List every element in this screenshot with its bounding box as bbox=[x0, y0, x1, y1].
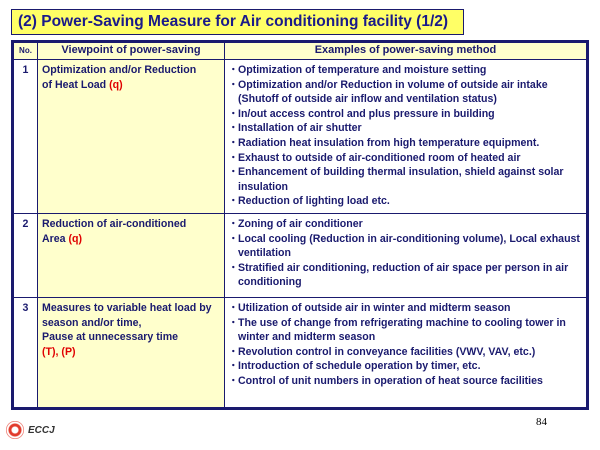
row-number: 3 bbox=[14, 298, 38, 408]
category-tag: (q) bbox=[109, 78, 123, 91]
list-item: ・ Zoning of air conditioner bbox=[228, 218, 363, 230]
viewpoint-cell bbox=[38, 60, 225, 214]
table-row bbox=[14, 298, 587, 408]
table-row bbox=[14, 214, 587, 298]
examples-cell bbox=[225, 214, 587, 298]
list-item: ・ Revolution control in conveyance facilities (VWV, VAV, etc.) bbox=[228, 345, 536, 358]
header-examples: Examples of power-saving method bbox=[225, 43, 587, 60]
header-no: No. bbox=[14, 43, 38, 60]
list-item: ・ Radiation heat insulation from high temperature equipment. bbox=[228, 136, 540, 149]
list-item: ・ Stratified air conditioning, reduction of air space per person in air conditioning bbox=[228, 261, 569, 289]
viewpoint-line: Measures to variable heat load by season and/or time, bbox=[42, 302, 212, 329]
example-note: (Shutoff of outside air inflow and ventilation status) bbox=[238, 93, 497, 106]
list-item: ・ Installation of air shutter bbox=[228, 122, 362, 135]
viewpoint-line: Optimization and/or Reduction bbox=[42, 64, 197, 76]
list-item: ・ Reduction of lighting load etc. bbox=[228, 195, 390, 208]
viewpoint-cell bbox=[38, 214, 225, 298]
viewpoint-line: Pause at unnecessary time bbox=[42, 331, 179, 344]
list-item: ・ The use of change from refrigerating machine to cooling tower in winter and midterm season bbox=[228, 316, 566, 344]
list-item: ・ Exhaust to outside of air-conditioned room of heated air bbox=[228, 151, 521, 164]
examples-cell bbox=[225, 60, 587, 214]
list-item: ・ Optimization and/or Reduction in volume of outside air intake bbox=[228, 78, 548, 91]
header-viewpoint: Viewpoint of power-saving bbox=[38, 43, 225, 60]
logo-text: ECCJ bbox=[28, 424, 55, 436]
row-number: 2 bbox=[14, 214, 38, 298]
examples-cell bbox=[225, 298, 587, 408]
viewpoint-line: Reduction of air-conditioned bbox=[42, 218, 187, 230]
list-item: ・ Control of unit numbers in operation of heat source facilities bbox=[228, 374, 543, 387]
category-tag: (T), (P) bbox=[42, 345, 76, 358]
row-number: 1 bbox=[14, 60, 38, 214]
list-item: ・ Optimization of temperature and moisture setting bbox=[228, 64, 487, 76]
list-item: ・ Utilization of outside air in winter and midterm season bbox=[228, 302, 511, 314]
list-item: ・ In/out access control and plus pressure in building bbox=[228, 107, 495, 120]
list-item: ・ Introduction of schedule operation by timer, etc. bbox=[228, 360, 481, 373]
list-item: ・ Local cooling (Reduction in air-conditioning volume), Local exhaust ventilation bbox=[228, 232, 580, 260]
power-saving-table bbox=[11, 40, 589, 410]
page-number: 84 bbox=[536, 416, 547, 428]
table-row bbox=[14, 60, 587, 214]
page-title: (2) Power-Saving Measure for Air conditioning facility (1/2) bbox=[11, 9, 464, 35]
category-tag: (q) bbox=[68, 232, 83, 245]
viewpoint-line: of Heat Load (q) bbox=[42, 78, 123, 91]
eccj-logo bbox=[6, 421, 55, 439]
viewpoint-line: Area (q) bbox=[42, 232, 83, 245]
viewpoint-cell bbox=[38, 298, 225, 408]
eccj-logo-icon bbox=[6, 421, 24, 439]
list-item: ・ Enhancement of building thermal insulation, shield against solar insulation bbox=[228, 166, 564, 193]
